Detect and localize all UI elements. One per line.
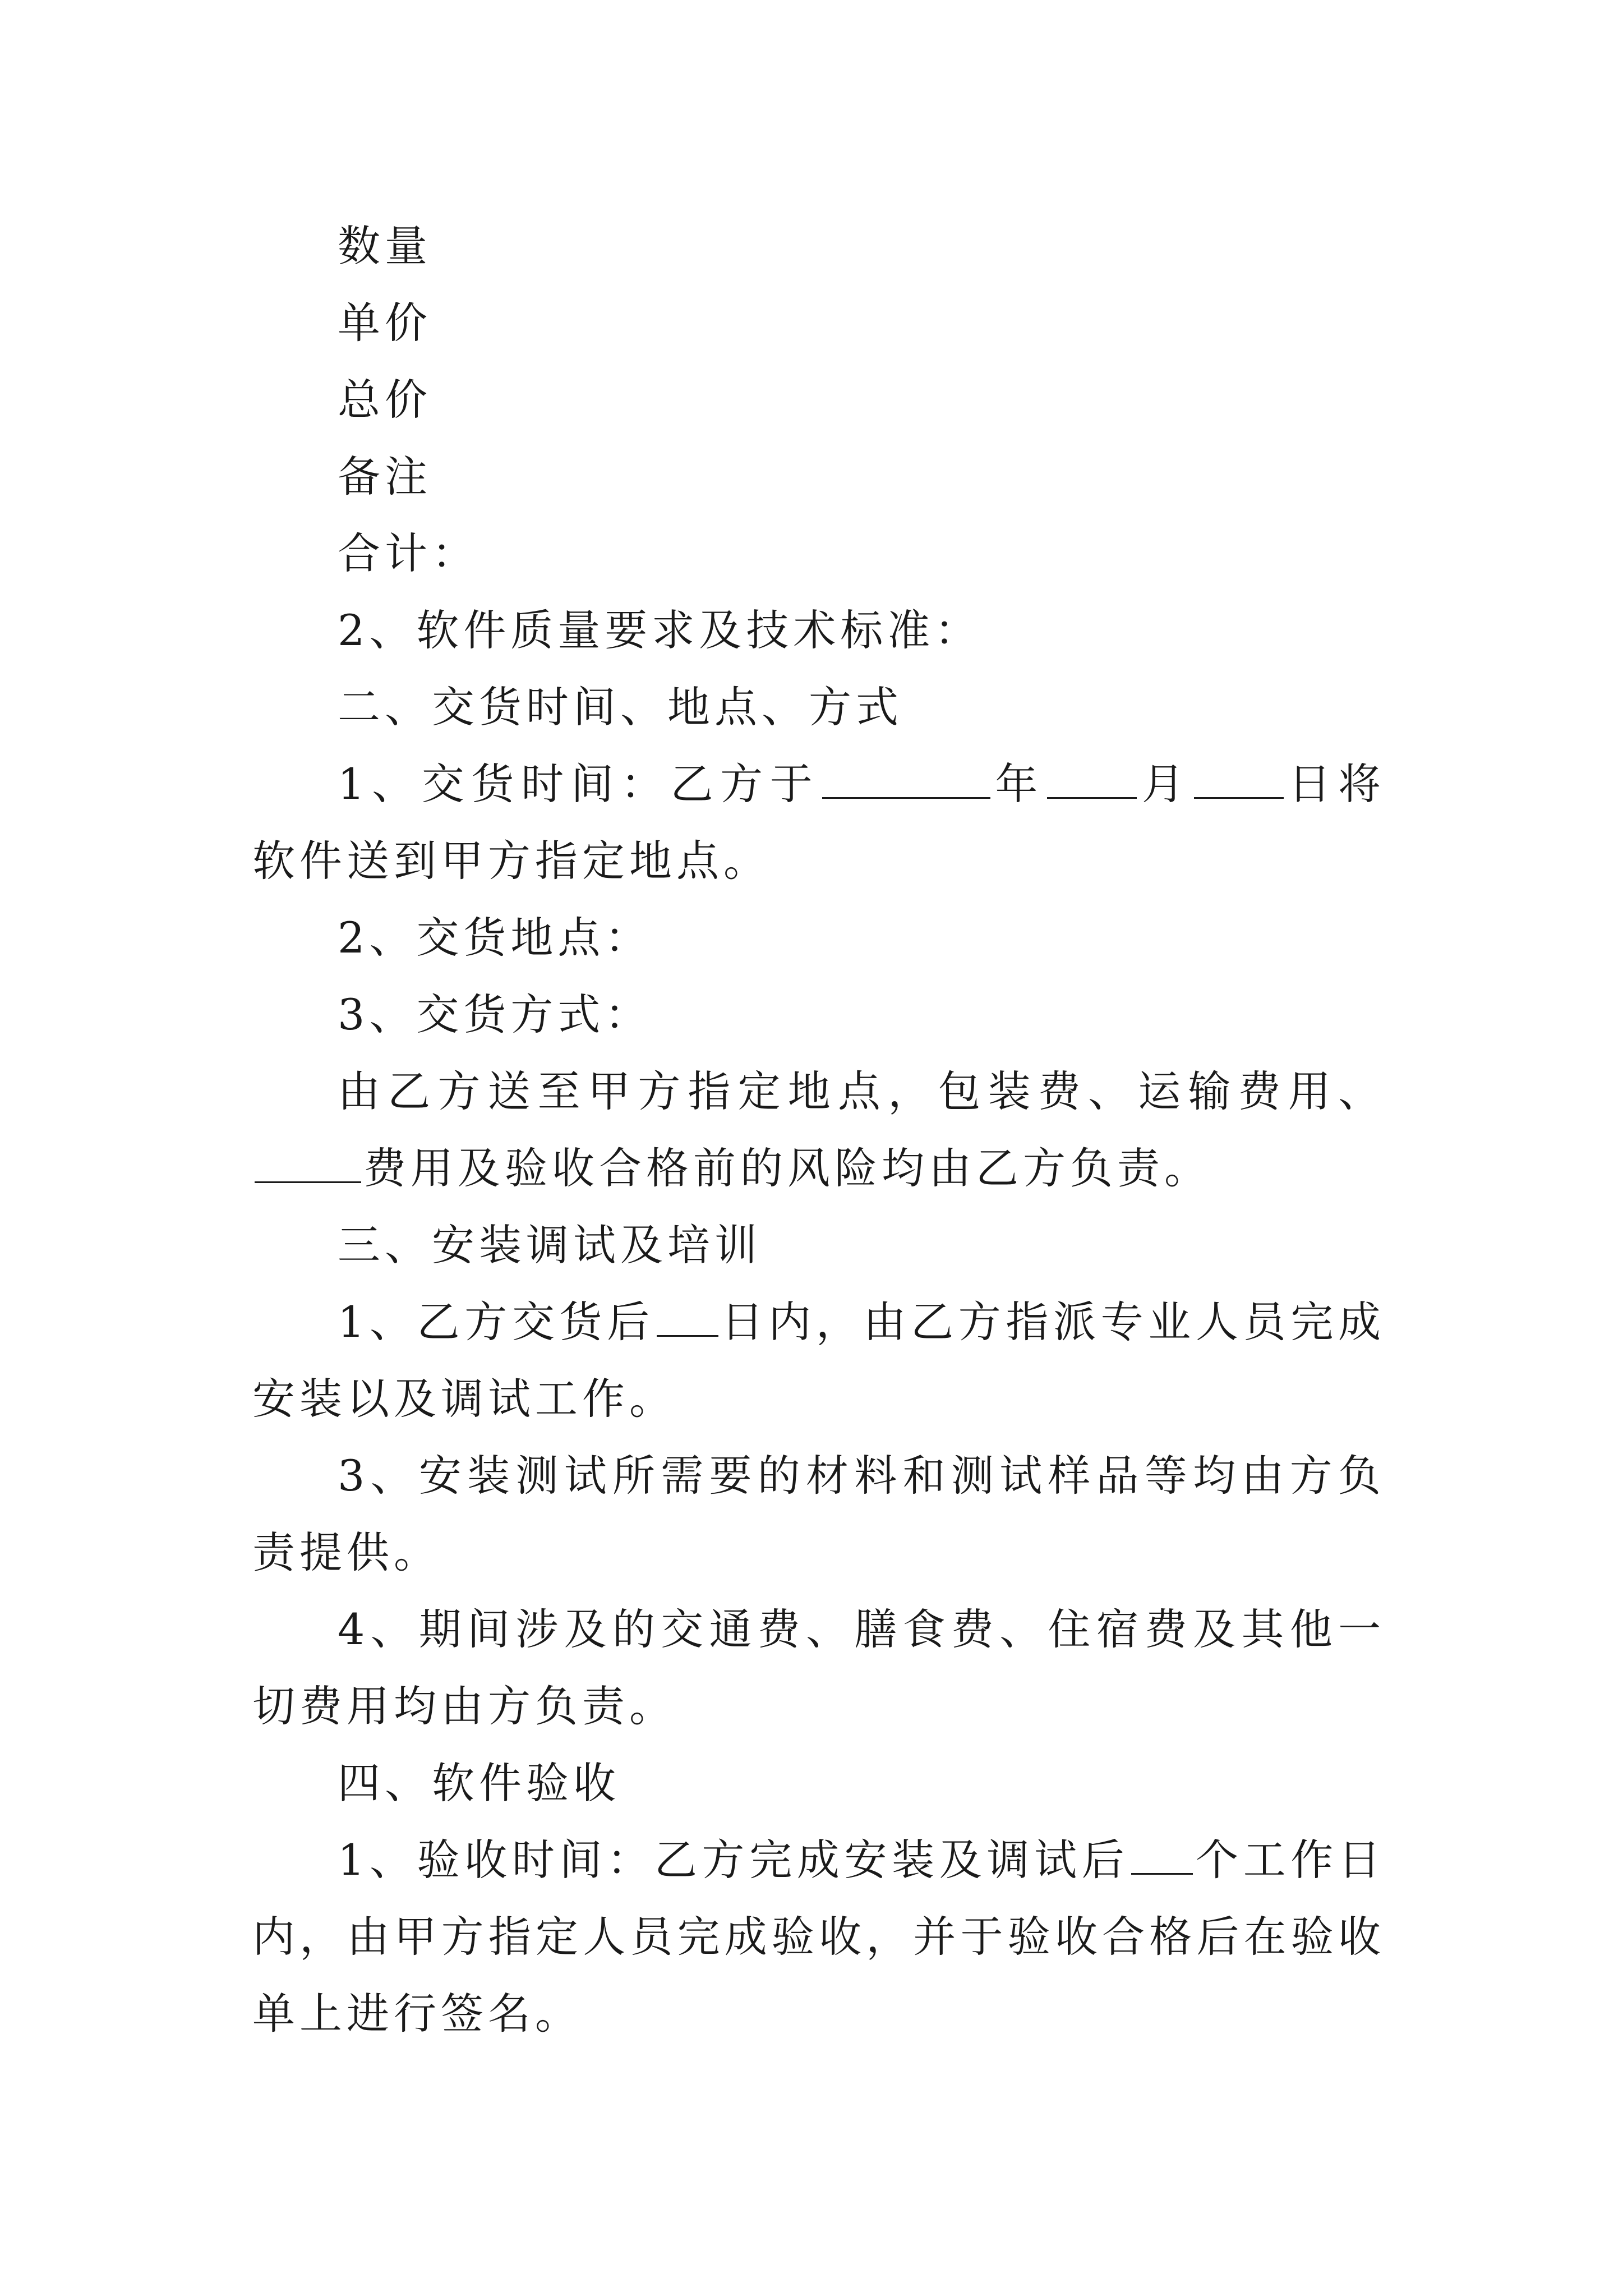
- day-blank: [1194, 762, 1284, 799]
- delivery-time-prefix: 1、交货时间：乙方于: [338, 759, 820, 809]
- paragraph-installation: [252, 1283, 1385, 1437]
- section-delivery-heading: 二、交货时间、地点、方式: [338, 682, 903, 732]
- document-body: [252, 208, 1385, 2052]
- fee-blank: [255, 1147, 361, 1183]
- paragraph-test-materials: 3、安装测试所需要的材料和测试样品等均由方负责提供。: [252, 1451, 1385, 1577]
- line-remarks: 备注: [338, 452, 432, 501]
- line-unit-price: 单价: [338, 298, 432, 348]
- month-blank: [1047, 762, 1137, 799]
- paragraph-delivery-time: [252, 746, 1385, 899]
- acceptance-prefix: 1、验收时间：乙方完成安装及调试后: [338, 1835, 1129, 1885]
- delivery-cost-prefix: 由乙方送至甲方指定地点，包装费、运输费用、: [338, 1066, 1385, 1116]
- workdays-blank: [1131, 1838, 1193, 1875]
- section-acceptance-heading: 四、软件验收: [338, 1758, 620, 1808]
- line-quality-standard: 2、软件质量要求及技术标准：: [338, 605, 982, 655]
- line-delivery-place: 2、交货地点：: [338, 913, 652, 963]
- days-blank: [657, 1300, 718, 1337]
- line-quantity: 数量: [338, 221, 432, 271]
- year-label: 年: [992, 759, 1045, 809]
- delivery-cost-suffix: 费用及验收合格前的风险均由乙方负责。: [363, 1143, 1211, 1193]
- month-label: 月: [1139, 759, 1192, 809]
- paragraph-delivery-cost: [252, 1053, 1385, 1207]
- line-total-price: 总价: [338, 375, 432, 425]
- year-blank: [822, 762, 990, 799]
- paragraph-expenses: 4、期间涉及的交通费、膳食费、住宿费及其他一切费用均由方负责。: [252, 1604, 1385, 1731]
- paragraph-acceptance-time: [252, 1821, 1385, 2052]
- acceptance-suffix: 个工作日内，由甲方指定人员完成验收，并于验收合格后在验收单上进行签名。: [252, 1835, 1386, 2039]
- installation-prefix: 1、乙方交货后: [338, 1297, 654, 1347]
- delivery-time-suffix: 日将软件送到甲方指定地点。: [252, 759, 1386, 886]
- section-installation-heading: 三、安装调试及培训: [338, 1220, 762, 1270]
- line-delivery-method: 3、交货方式：: [338, 990, 652, 1039]
- installation-suffix: 日内，由乙方指派专业人员完成安装以及调试工作。: [252, 1297, 1385, 1424]
- line-sum: 合计：: [338, 528, 479, 578]
